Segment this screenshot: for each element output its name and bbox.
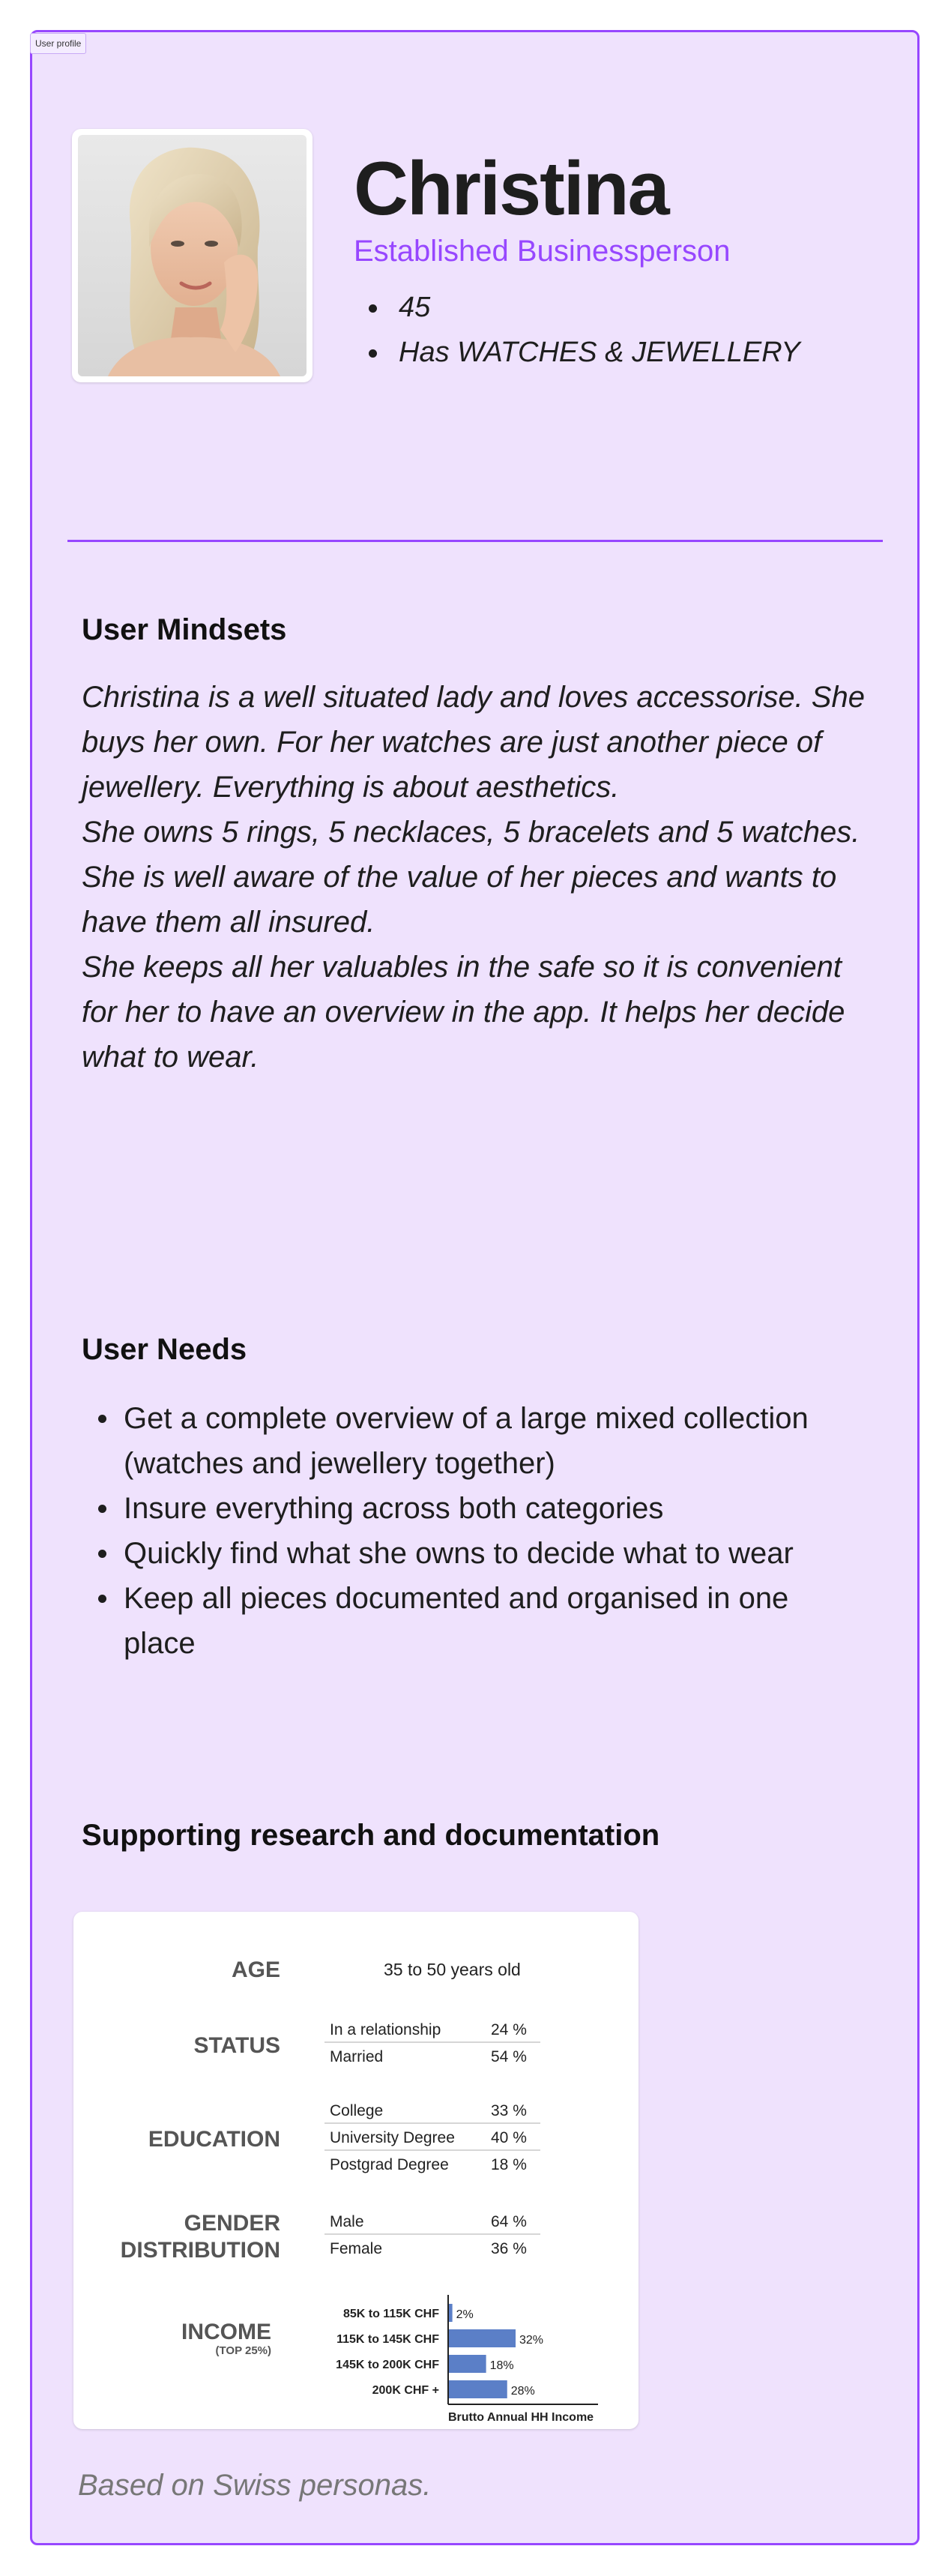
status-row-name: In a relationship — [330, 2021, 441, 2038]
needs-list-item: Quickly find what she owns to decide what to wear — [82, 1531, 854, 1576]
income-bar-value: 18% — [489, 2359, 514, 2372]
income-axis-label: Brutto Annual HH Income — [448, 2411, 594, 2424]
mindsets-paragraph: She owns 5 rings, 5 necklaces, 5 bracelets and 5 watches. She is well aware of the value of her pieces and wants to have them all insured. — [82, 816, 860, 939]
persona-facts-list — [354, 285, 800, 375]
persona-role: Established Businessperson — [354, 235, 731, 268]
income-category-label: 145K to 200K CHF — [336, 2359, 439, 2371]
gender-row-value: 36 % — [491, 2240, 527, 2257]
needs-list — [82, 1396, 854, 1666]
gender-row-value: 64 % — [491, 2213, 527, 2230]
research-heading: Supporting research and documentation — [82, 1819, 660, 1852]
gender-label: GENDER — [184, 2211, 280, 2236]
mindsets-paragraph: Christina is a well situated lady and loves accessorise. She buys her own. For her watches are just another piece of jewellery. Everything is about aesthetics. — [82, 681, 865, 804]
persona-photo-card — [72, 129, 313, 382]
education-row-name: University Degree — [330, 2129, 455, 2146]
income-category-label: 200K CHF + — [372, 2384, 439, 2397]
needs-list-item: Keep all pieces documented and organised in one place — [82, 1576, 854, 1666]
mindsets-paragraph: She keeps all her valuables in the safe so it is convenient for her to have an overview in the app. It helps her decide what to wear. — [82, 951, 845, 1074]
gender-row-name: Female — [330, 2240, 383, 2257]
gender-label-line2: DISTRIBUTION — [120, 2238, 280, 2263]
income-label: INCOME — [181, 2320, 271, 2344]
education-row-value: 40 % — [491, 2129, 527, 2146]
needs-list-item: Get a complete overview of a large mixed collection (watches and jewellery together) — [82, 1396, 854, 1486]
status-row-name: Married — [330, 2048, 384, 2065]
income-bar — [448, 2329, 516, 2347]
footnote: Based on Swiss personas. — [78, 2469, 432, 2502]
section-divider — [67, 540, 883, 542]
income-bar-value: 2% — [456, 2308, 474, 2321]
education-row-value: 18 % — [491, 2156, 527, 2173]
persona-fact-age: 45 — [354, 285, 800, 330]
mindsets-text — [82, 675, 884, 1080]
age-label: AGE — [231, 1957, 280, 1982]
income-bar — [448, 2380, 507, 2398]
status-row-value: 24 % — [491, 2021, 527, 2038]
income-bar — [448, 2355, 486, 2373]
research-demographics-card — [73, 1912, 638, 2429]
age-value: 35 to 50 years old — [384, 1960, 521, 1979]
needs-list-item: Insure everything across both categories — [82, 1486, 854, 1531]
income-bar-chart — [336, 2295, 598, 2424]
education-row-name: College — [330, 2102, 384, 2119]
education-row-value: 33 % — [491, 2102, 527, 2119]
education-row-name: Postgrad Degree — [330, 2156, 449, 2173]
persona-fact-ownership: Has WATCHES & JEWELLERY — [354, 330, 800, 375]
portrait-photo-icon — [78, 135, 307, 376]
income-sublabel: (TOP 25%) — [215, 2344, 271, 2357]
status-row-value: 54 % — [491, 2048, 527, 2065]
income-category-label: 115K to 145K CHF — [336, 2333, 439, 2346]
gender-row-name: Male — [330, 2213, 364, 2230]
income-bar-value: 32% — [519, 2334, 544, 2347]
mindsets-heading: User Mindsets — [82, 613, 287, 646]
income-bar-value: 28% — [510, 2385, 535, 2398]
persona-name: Christina — [354, 147, 668, 231]
income-category-label: 85K to 115K CHF — [342, 2308, 439, 2320]
needs-heading: User Needs — [82, 1333, 247, 1366]
education-label: EDUCATION — [148, 2127, 280, 2152]
status-label: STATUS — [193, 2033, 280, 2058]
frame-label[interactable]: User profile — [30, 33, 86, 54]
